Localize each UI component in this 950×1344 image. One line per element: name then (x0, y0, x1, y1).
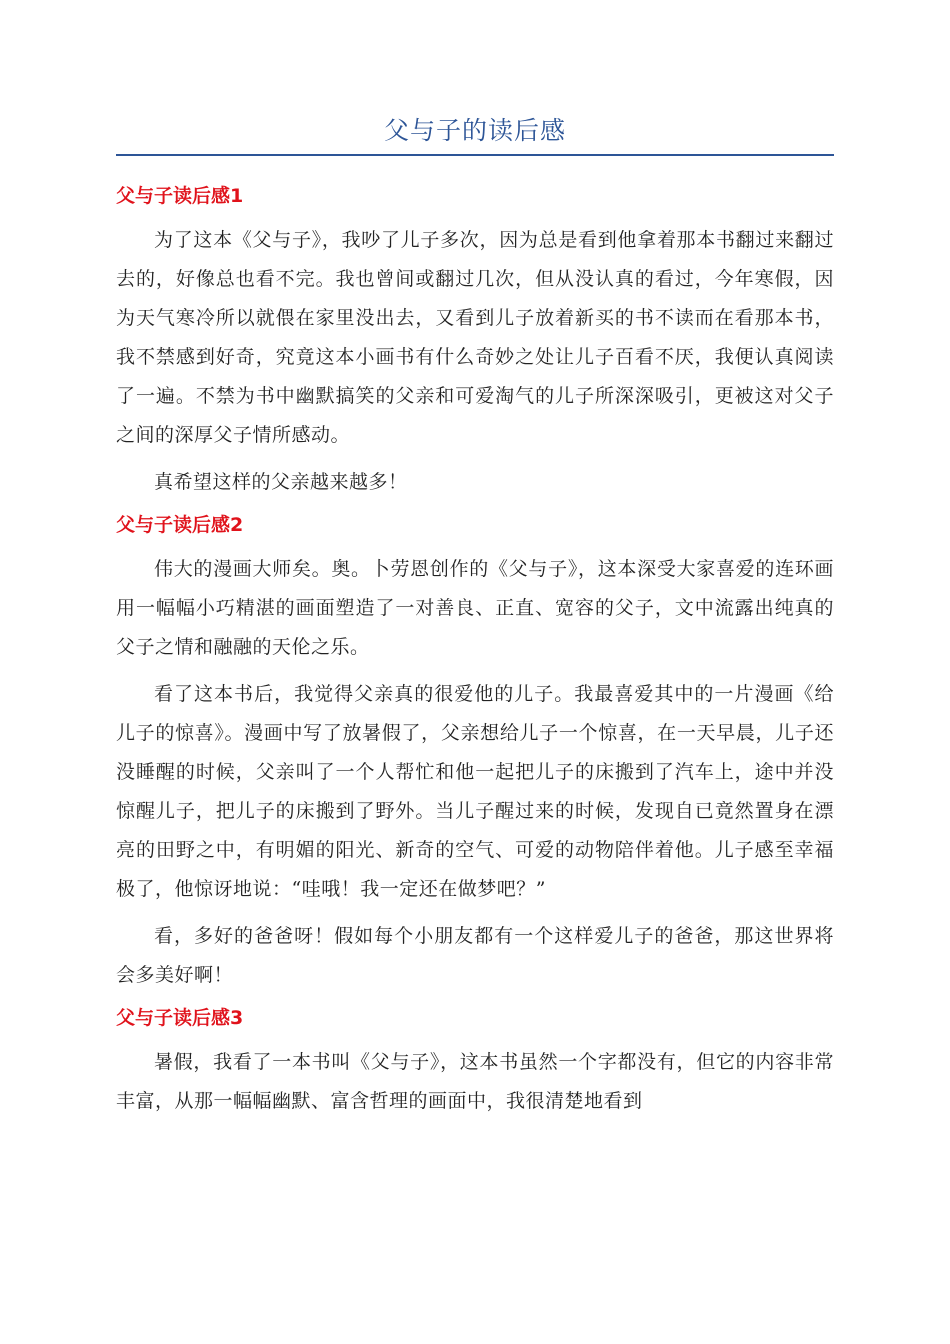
paragraph: 为了这本《父与子》，我吵了儿子多次，因为总是看到他拿着那本书翻过来翻过去的，好像总也看不完。我也曾间或翻过几次，但从没认真的看过，今年寒假，因为天气寒冷所以就偎在家里没出去，又看到儿子放着新买的书不读而在看那本书，我不禁感到好奇，究竟这本小画书有什么奇妙之处让儿子百看不厌，我便认真阅读了一遍。不禁为书中幽默搞笑的父亲和可爱淘气的儿子所深深吸引，更被这对父子之间的深厚父子情所感动。 (116, 229, 834, 446)
paragraph: 暑假，我看了一本书叫《父与子》，这本书虽然一个字都没有，但它的内容非常丰富，从那一幅幅幽默、富含哲理的画面中，我很清楚地看到 (116, 1051, 834, 1112)
paragraph: 看了这本书后，我觉得父亲真的很爱他的儿子。我最喜爱其中的一片漫画《给儿子的惊喜》。漫画中写了放暑假了，父亲想给儿子一个惊喜，在一天早晨，儿子还没睡醒的时候，父亲叫了一个人帮忙和他一起把儿子的床搬到了汽车上，途中并没惊醒儿子，把儿子的床搬到了野外。当儿子醒过来的时候，发现自已竟然置身在漂亮的田野之中，有明媚的阳光、新奇的空气、可爱的动物陪伴着他。儿子感至幸福极了，他惊讶地说：“哇哦！我一定还在做梦吧？” (116, 683, 834, 900)
section-1 (116, 181, 834, 502)
section-heading: 父与子读后感3 (116, 1007, 244, 1029)
paragraph: 伟大的漫画大师矣。奥。卜劳恩创作的《父与子》，这本深受大家喜爱的连环画用一幅幅小巧精湛的画面塑造了一对善良、正直、宽容的父子，文中流露出纯真的父子之情和融融的天伦之乐。 (116, 558, 834, 658)
section-3 (116, 1003, 834, 1121)
document-page (116, 0, 834, 1121)
document-title: 父与子的读后感 (383, 116, 566, 145)
section-heading: 父与子读后感2 (116, 514, 244, 536)
section-2 (116, 510, 834, 995)
paragraph: 真希望这样的父亲越来越多！ (154, 471, 408, 493)
paragraph: 看，多好的爸爸呀！假如每个小朋友都有一个这样爱儿子的爸爸，那这世界将会多美好啊！ (116, 925, 834, 986)
section-heading: 父与子读后感1 (116, 185, 244, 207)
